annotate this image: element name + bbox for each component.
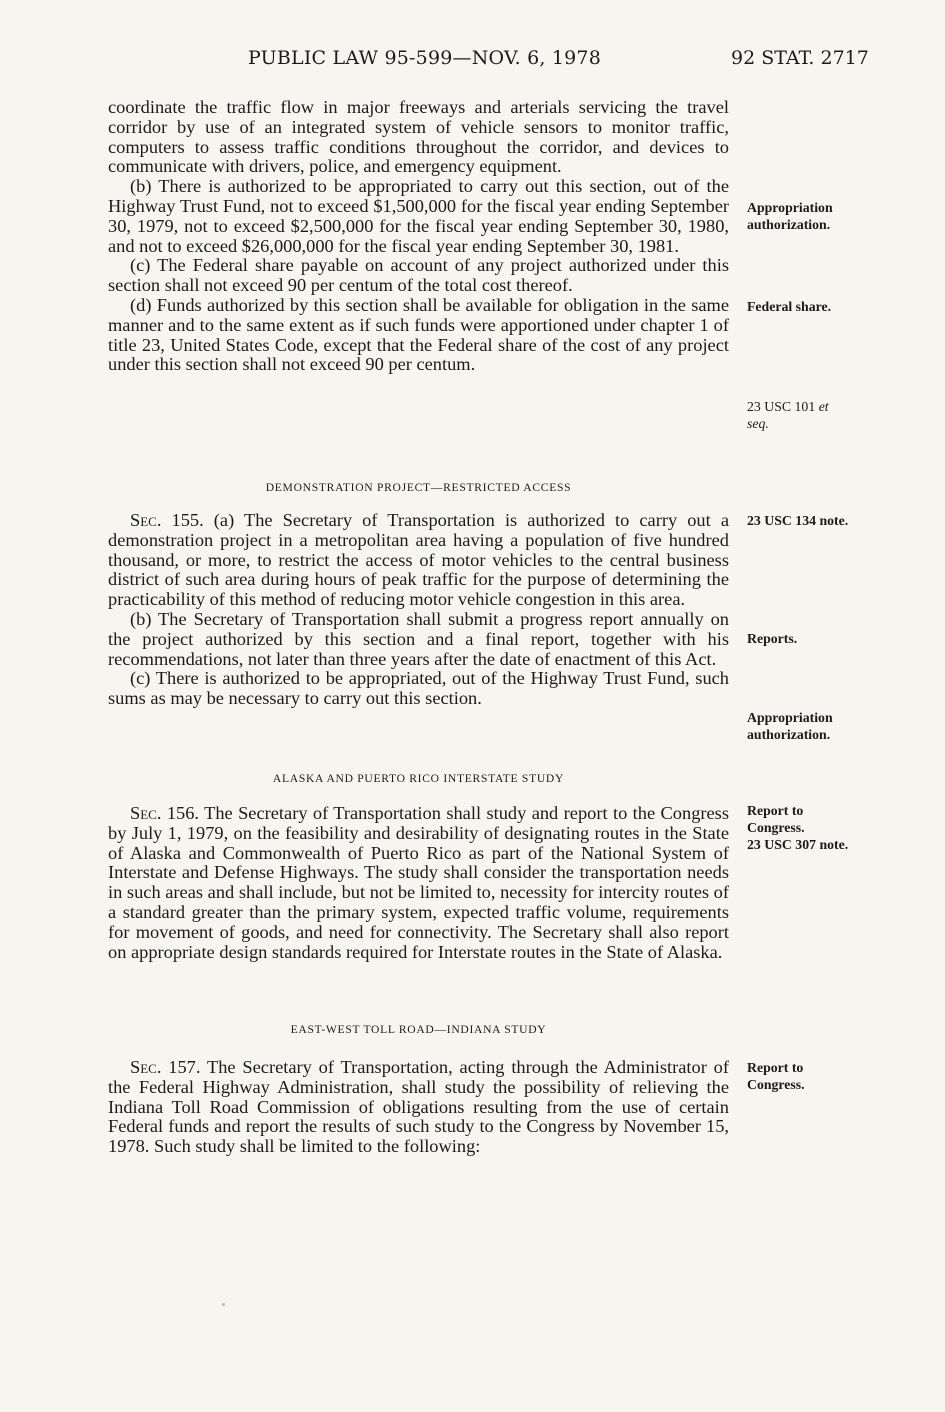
paragraph-b-appropriation: (b) There is authorized to be appropriated to carry out this section, out of the Highway Trust Fund, not to exceed $1,500,000 for the fiscal year ending September 30, 1979, not to exceed $2,500,000 for the fiscal year ending September 30, 1980, and not to exceed $26,000,000 for the fiscal year ending September 30, 1981. bbox=[108, 176, 729, 256]
citation-seq: seq. bbox=[747, 416, 769, 431]
sec156-heading: ALASKA AND PUERTO RICO INTERSTATE STUDY bbox=[272, 772, 565, 785]
margin-note-line: Appropriation bbox=[747, 200, 833, 215]
margin-note-report-to-congress-1 bbox=[747, 802, 897, 853]
page-header-title: PUBLIC LAW 95-599—NOV. 6, 1978 bbox=[248, 47, 601, 69]
sec155-text-block bbox=[108, 511, 729, 709]
sec156-label: Sec. bbox=[130, 803, 162, 823]
sec157-label: Sec. bbox=[130, 1057, 162, 1077]
margin-note-line bbox=[747, 415, 897, 432]
sec157-heading: EAST-WEST TOLL ROAD—INDIANA STUDY bbox=[290, 1023, 547, 1036]
sec157-text: 157. The Secretary of Transportation, acting through the Administrator of the Federal Highway Administration, shall study the possibility of relieving the Indiana Toll Road Commission of obligations resulting from the use of certain Federal funds and report the results of such study to the Congress by November 15, 1978. Such study shall be limited to the following: bbox=[108, 1057, 729, 1157]
sec155-a-text: 155. (a) The Secretary of Transportation is authorized to carry out a demonstration project in a metropolitan area having a population of five hundred thousand, or more, to restrict the access of motor vehicles to the central business district of such area during hours of peak traffic for the purpose of determining the practicability of this method of reducing motor vehicle congestion in this area. bbox=[108, 510, 729, 610]
paragraph-c-federal-share: (c) The Federal share payable on account of any project authorized under this section shall not exceed 90 per centum of the total cost thereof. bbox=[108, 255, 729, 296]
margin-note-line: Congress. bbox=[747, 1077, 805, 1092]
sec156-text: 156. The Secretary of Transportation shall study and report to the Congress by July 1, 1979, on the feasibility and desirability of designating routes in the State of Alaska and Commonwealth of Puerto Rico as part of the National System of Interstate and Defense Highways. The study shall consider the transportation needs in such areas and shall include, but not be limited to, necessity for intercity routes of a standard greater than the primary system, expected traffic volume, requirements for movement of goods, and need for connectivity. The Secretary shall also report on appropriate design standards required for Interstate routes in the State of Alaska. bbox=[108, 803, 729, 962]
margin-note-line: Appropriation bbox=[747, 710, 833, 725]
sec155-heading: DEMONSTRATION PROJECT—RESTRICTED ACCESS bbox=[265, 481, 572, 494]
margin-note-appropriation-2 bbox=[747, 709, 897, 743]
body-text-block-1 bbox=[108, 98, 729, 375]
margin-note-line: Report to bbox=[747, 803, 804, 818]
sec157-text-block bbox=[108, 1058, 729, 1157]
paragraph-d-funds: (d) Funds authorized by this section shall be available for obligation in the same manner and to the same extent as if such funds were apportioned under chapter 1 of title 23, United States Code, except that the Federal share of the cost of any project under this section shall not exceed 90 per centum. bbox=[108, 294, 729, 375]
margin-note-line: Report to bbox=[747, 1060, 804, 1075]
paragraph-continuation: coordinate the traffic flow in major freeways and arterials servicing the travel corridor by use of an integrated system of vehicle sensors to monitor traffic, computers to assess traffic conditions throughout the corridor, and devices to communicate with drivers, police, and emergency equipment. bbox=[108, 97, 729, 177]
sec156-paragraph bbox=[108, 804, 729, 962]
margin-note-23usc134: 23 USC 134 note. bbox=[747, 513, 849, 528]
sec155-paragraph-b: (b) The Secretary of Transportation shall submit a progress report annually on the project authorized by this section and a final report, together with his recommendations, not later than three years after the date of enactment of this Act. bbox=[108, 608, 729, 669]
sec157-paragraph bbox=[108, 1058, 729, 1157]
citation-text: 23 USC 101 bbox=[747, 399, 816, 414]
margin-note-reports: Reports. bbox=[747, 631, 798, 646]
margin-note-appropriation-1 bbox=[747, 199, 897, 233]
margin-note-federal-share: Federal share. bbox=[747, 299, 832, 314]
margin-note-report-to-congress-2 bbox=[747, 1059, 897, 1093]
scan-speck bbox=[222, 1303, 225, 1306]
margin-note-line: authorization. bbox=[747, 217, 831, 232]
margin-note-line bbox=[747, 398, 897, 415]
margin-note-line: Congress. bbox=[747, 820, 805, 835]
sec155-paragraph-a bbox=[108, 511, 729, 610]
page-header-stat: 92 STAT. 2717 bbox=[731, 47, 869, 69]
sec156-text-block bbox=[108, 804, 729, 962]
sec155-label: Sec. bbox=[130, 510, 162, 530]
margin-note-23usc101 bbox=[747, 398, 897, 432]
margin-note-line: authorization. bbox=[747, 727, 831, 742]
margin-note-line: 23 USC 307 note. bbox=[747, 837, 849, 852]
citation-et: et bbox=[818, 399, 829, 414]
sec155-paragraph-c: (c) There is authorized to be appropriated, out of the Highway Trust Fund, such sums as may be necessary to carry out this section. bbox=[108, 668, 729, 709]
